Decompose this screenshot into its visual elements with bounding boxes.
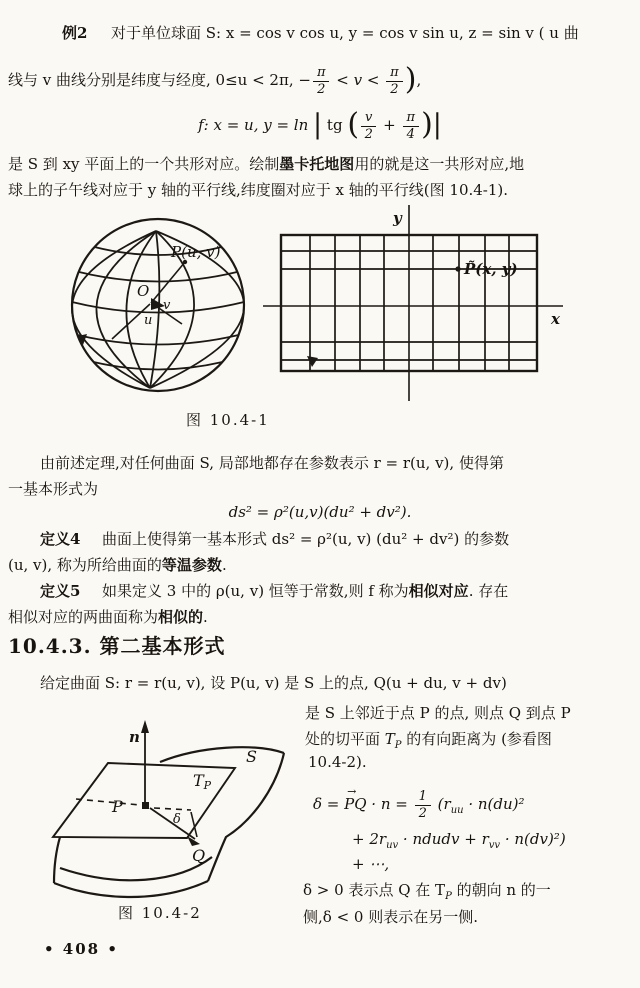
section-heading: 10.4.3. 第二基本形式 — [8, 634, 226, 658]
text-run: 如果定义 3 中的 ρ(u, v) 恒等于常数,则 f 称为 — [102, 582, 409, 600]
tangent-plane — [53, 763, 235, 838]
vector-PQ — [344, 786, 366, 822]
col-line1: 是 S 上邻近于点 P 的点, 则点 Q 到点 P — [305, 704, 571, 722]
text-run: δ = — [313, 795, 345, 813]
text-run: · ndudv + r — [398, 830, 489, 848]
text-run: 处的切平面 — [305, 730, 385, 748]
surface-fold-curve — [60, 857, 212, 880]
vector-letters: PQ — [344, 795, 367, 813]
mercator-line1 — [8, 152, 524, 176]
sphere-latitude — [94, 362, 223, 370]
big-close-paren: ) — [404, 62, 417, 97]
point-P-tilde — [455, 266, 460, 271]
formula-f — [0, 105, 640, 145]
text-run: · n(du)² — [463, 795, 525, 813]
label-S: S — [246, 747, 257, 766]
surface-top-edge — [160, 747, 284, 762]
example-label: 例2 — [62, 24, 88, 42]
page-number: • 408 • — [44, 940, 119, 958]
big-open-paren: ( — [347, 107, 360, 142]
example-line1-text: 对于单位球面 S: x = cos v cos u, y = cos v sin u, z = sin v ( u 曲 — [111, 24, 579, 42]
example-line2-pre: 线与 v 曲线分别是纬度与经度, 0≤u < 2π, − — [8, 71, 311, 89]
text-run: · n = — [366, 795, 413, 813]
sphere-latitude — [77, 335, 238, 345]
surface-right-edge — [208, 753, 284, 881]
label-P-tilde: P̃(x, y) — [464, 260, 518, 278]
label-P: P — [112, 797, 123, 816]
label-O: O — [137, 282, 150, 300]
text-run: 曲面上使得第一基本形式 ds² = ρ²(u, v) (du² + dv²) 的参数 — [102, 530, 510, 548]
abs-bar-left: | — [313, 109, 323, 140]
def4-line2 — [8, 553, 227, 577]
formula-f-lhs: f: x = u, y = ln — [198, 116, 314, 134]
big-close-paren: ) — [421, 107, 433, 142]
grid-arrow — [307, 356, 318, 367]
label-Q: Q — [192, 846, 206, 865]
text-run: + 2r — [352, 830, 387, 848]
figure-10-4-1 — [0, 205, 640, 410]
fraction-1-2 — [415, 790, 431, 821]
def5-label: 定义5 — [40, 582, 81, 600]
theorem-line2: 一基本形式为 — [8, 480, 99, 498]
subscript-uu: uu — [450, 805, 464, 816]
fraction-numerator: π — [403, 111, 420, 127]
text-run: 相似对应的两曲面称为 — [8, 608, 159, 626]
similar-correspondence-term: 相似对应 — [408, 582, 469, 600]
example-line2 — [8, 62, 421, 98]
label-y-axis: y — [393, 209, 402, 227]
text-run: (u, v), 称为所给曲面的 — [8, 556, 162, 574]
conclusion-line2: 侧,δ < 0 则表示在另一侧. — [303, 908, 478, 926]
fraction-denominator: 2 — [364, 126, 373, 142]
label-x-axis: x — [551, 310, 560, 328]
formula-f-plus: + — [378, 116, 401, 134]
text-run: δ > 0 表示点 Q 在 T — [303, 881, 446, 899]
delta-formula-line1 — [313, 786, 525, 822]
fraction-numerator: π — [386, 66, 403, 82]
subscript-vv: vv — [488, 840, 501, 851]
point-P-marker — [142, 802, 149, 809]
text-run: . 存在 — [468, 582, 509, 600]
text-run: · n(dv)²) — [500, 830, 566, 848]
dashed-line-right — [154, 808, 191, 810]
text-run: 的朝向 n 的一 — [451, 881, 551, 899]
tangent-plane-subscript: P — [445, 891, 452, 902]
figure1-caption: 图 10.4-1 — [186, 411, 270, 429]
sphere-latitude — [79, 272, 237, 282]
surface-left-edge — [54, 837, 60, 883]
def5-line1 — [40, 579, 508, 603]
fraction-numerator: 1 — [415, 790, 431, 806]
vector-arrow: → — [347, 785, 357, 798]
fraction-v-2 — [361, 111, 376, 142]
tangent-plane-subscript: P — [203, 779, 212, 792]
dashed-line-left — [76, 799, 140, 805]
formula-f-tg: tg — [322, 116, 348, 134]
label-u: u — [144, 313, 153, 328]
figure2-caption: 图 10.4-2 — [118, 904, 202, 922]
example-line2-comma: , — [416, 71, 422, 89]
normal-arrowhead — [141, 720, 149, 733]
label-P-uv: P(u, v) — [171, 243, 221, 261]
text-run: 的有向距离为 (参看图 — [401, 730, 552, 748]
tangent-plane-symbol: T — [384, 730, 395, 748]
mercator-term: 墨卡托地图 — [279, 155, 355, 173]
example-line2-mid: < v < — [331, 71, 385, 89]
text-run: . — [203, 608, 208, 626]
tangent-plane-subscript: P — [394, 740, 402, 751]
def5-line2 — [8, 605, 208, 629]
figure-10-4-2 — [30, 713, 310, 908]
text-run: 是 S 到 xy 平面上的一个共形对应。绘制 — [8, 155, 280, 173]
fraction-denominator: 2 — [418, 805, 427, 821]
delta-formula-line3: + ⋯, — [352, 855, 390, 873]
fraction-numerator: v — [361, 111, 376, 127]
abs-bar-right: | — [432, 109, 442, 140]
fraction-numerator: π — [313, 66, 330, 82]
fraction-denominator: 2 — [317, 81, 326, 97]
def4-label: 定义4 — [40, 530, 81, 548]
fraction-pi-2 — [313, 66, 330, 97]
label-TP — [193, 771, 212, 792]
fraction-pi-2b — [386, 66, 403, 97]
text-run: . — [221, 556, 227, 574]
similar-term: 相似的 — [158, 608, 204, 626]
theorem-line1: 由前述定理,对任何曲面 S, 局部地都存在参数表示 r = r(u, v), 使得第 — [40, 454, 504, 472]
subscript-uv: uv — [386, 840, 399, 851]
label-v: v — [163, 298, 171, 313]
formula-ds: ds² = ρ²(u,v)(du² + dv²). — [228, 503, 412, 521]
col-line3: 10.4-2). — [308, 753, 367, 771]
secondform-intro: 给定曲面 S: r = r(u, v), 设 P(u, v) 是 S 上的点, Q(u + du, v + dv) — [40, 674, 507, 692]
tangent-plane-symbol: T — [193, 771, 204, 790]
label-delta: δ — [173, 812, 181, 827]
fraction-denominator: 2 — [390, 81, 399, 97]
fraction-denominator: 4 — [406, 126, 415, 142]
example-line1 — [62, 21, 579, 45]
def4-line1 — [40, 527, 509, 551]
isothermal-term: 等温参数 — [161, 556, 222, 574]
text-run: 用的就是这一共形对应,地 — [354, 155, 525, 173]
radius-OP — [151, 262, 185, 303]
text-run: (r — [432, 795, 451, 813]
surface-bottom-edge — [54, 881, 208, 897]
label-n: n — [129, 728, 140, 746]
fraction-pi-4 — [403, 111, 420, 142]
mercator-line2: 球上的子午线对应于 y 轴的平行线,纬度圈对应于 x 轴的平行线(图 10.4-1). — [8, 181, 509, 199]
